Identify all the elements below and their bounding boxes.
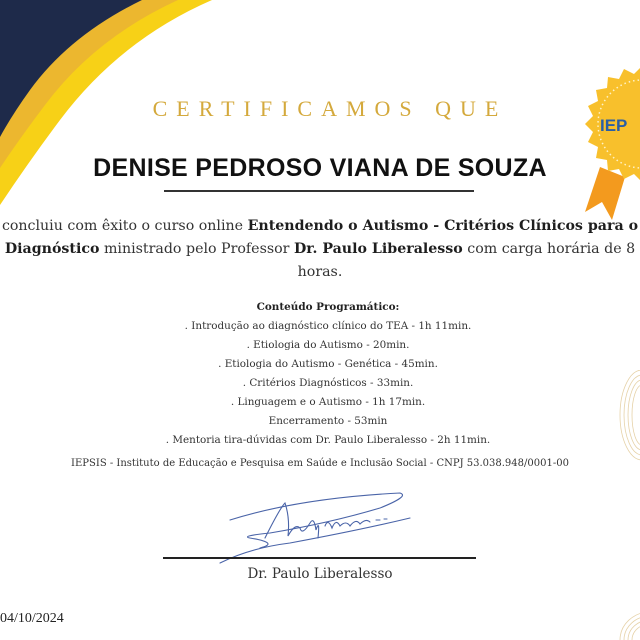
content-item: . Etiologia do Autismo - Genética - 45min. [218, 358, 438, 370]
seal-badge-icon [580, 62, 640, 222]
signature-name: Dr. Paulo Liberalesso [247, 566, 393, 582]
certificate-body [0, 215, 640, 284]
content-item: . Critérios Diagnósticos - 33min. [242, 377, 414, 389]
course-name: Entendendo o Autismo - Critérios Clínicos para o Diagnóstico [4, 218, 639, 257]
professor-name: Dr. Paulo Liberalesso [293, 241, 463, 257]
organization-info: IEPSIS - Instituto de Educação e Pesquisa em Saúde e Inclusão Social - CNPJ 53.038.948/0001-00 [71, 458, 569, 469]
content-item: . Introdução ao diagnóstico clínico do TEA - 1h 11min. [184, 320, 472, 332]
certificate-heading: CERTIFICAMOS QUE [152, 96, 508, 121]
issue-date: 04/10/2024 [0, 611, 64, 626]
name-underline [164, 190, 474, 192]
body-workload: com carga horária de 8 horas. [297, 241, 636, 280]
body-professor-intro: ministrado pelo Professor [99, 241, 294, 257]
body-intro: concluiu com êxito o curso online [1, 218, 248, 234]
course-content [0, 298, 640, 450]
content-item: . Mentoria tira-dúvidas com Dr. Paulo Liberalesso - 2h 11min. [165, 434, 491, 446]
content-item: . Etiologia do Autismo - 20min. [246, 339, 410, 351]
seal-label: IEP [600, 116, 628, 135]
signature-line [163, 557, 476, 559]
signature-scribble [210, 488, 440, 568]
content-title: Conteúdo Programático: [256, 301, 400, 313]
recipient-name: DENISE PEDROSO VIANA DE SOUZA [93, 154, 547, 182]
content-item: Encerramento - 53min [268, 415, 388, 427]
content-item: . Linguagem e o Autismo - 1h 17min. [230, 396, 426, 408]
